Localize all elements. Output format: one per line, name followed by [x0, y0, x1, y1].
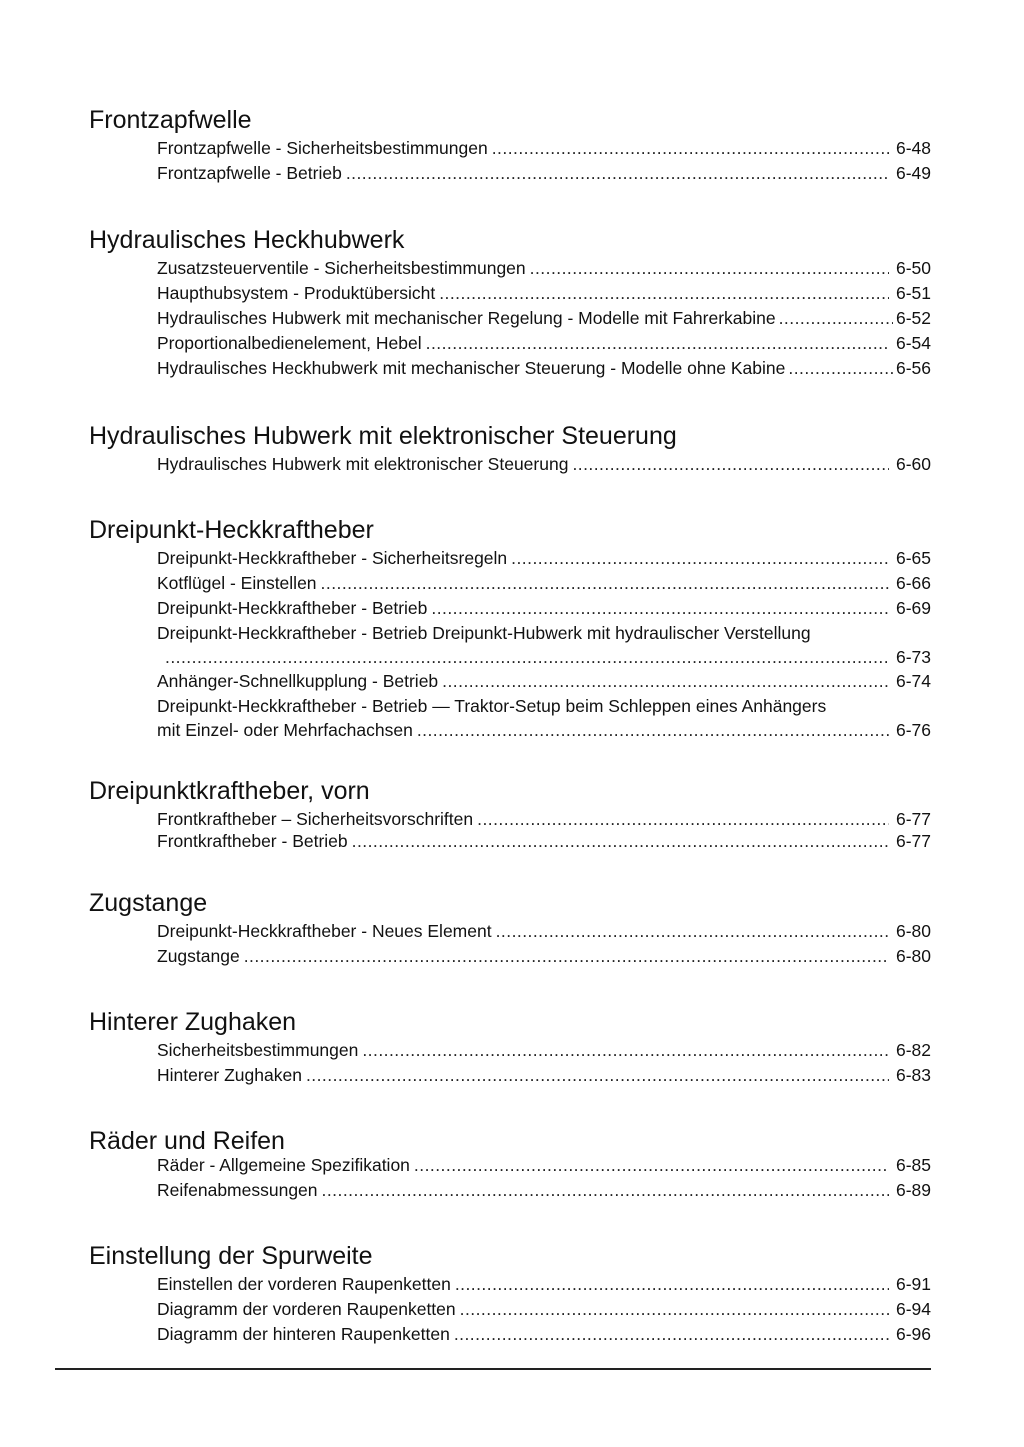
entry-page: 6-96 [895, 1324, 931, 1344]
entry-title: Frontzapfwelle - Betrieb [157, 163, 342, 183]
dot-leader [352, 829, 889, 853]
toc-entry[interactable] [157, 1297, 931, 1321]
toc-entry-multiline[interactable] [157, 621, 931, 669]
toc-entry[interactable] [157, 919, 931, 943]
dot-leader [455, 1272, 889, 1296]
entry-page: 6-77 [895, 831, 931, 851]
toc-entry[interactable] [157, 1038, 931, 1062]
entry-title: Frontzapfwelle - Sicherheitsbestimmungen [157, 138, 488, 158]
entry-title: Reifenabmessungen [157, 1180, 318, 1200]
entry-page: 6-51 [895, 283, 931, 303]
toc-section [89, 777, 931, 853]
section-heading: Dreipunkt-Heckkraftheber [89, 516, 374, 544]
toc-entry[interactable] [157, 807, 931, 831]
section-heading: Frontzapfwelle [89, 106, 252, 134]
entry-title: Dreipunkt-Heckkraftheber - Betrieb [157, 598, 428, 618]
entry-title: Hydraulisches Hubwerk mit mechanischer Regelung - Modelle mit Fahrerkabine [157, 308, 776, 328]
section-heading: Räder und Reifen [89, 1127, 285, 1155]
entry-title: Dreipunkt-Heckkraftheber - Sicherheitsregeln [157, 548, 508, 568]
entry-page: 6-85 [895, 1155, 931, 1175]
toc-entry[interactable] [157, 546, 931, 570]
entry-title: Frontkraftheber - Betrieb [157, 831, 348, 851]
dot-leader [431, 596, 889, 620]
toc-entry[interactable] [157, 669, 931, 693]
toc-entry[interactable] [157, 306, 931, 330]
toc-entry[interactable] [157, 1178, 931, 1202]
toc-entry[interactable] [157, 281, 931, 305]
footer-rule [55, 1368, 931, 1370]
entry-title: Hinterer Zughaken [157, 1065, 302, 1085]
section-heading: Dreipunktkraftheber, vorn [89, 777, 370, 805]
entry-page: 6-74 [895, 671, 931, 691]
dot-leader [788, 356, 893, 380]
toc-entry[interactable] [157, 1063, 931, 1087]
entry-page: 6-50 [895, 258, 931, 278]
section-heading: Hydraulisches Heckhubwerk [89, 226, 405, 254]
dot-leader [779, 306, 893, 330]
toc-entry[interactable] [157, 256, 931, 280]
entry-page: 6-83 [895, 1065, 931, 1085]
entry-title: Hydraulisches Hubwerk mit elektronischer Steuerung [157, 454, 569, 474]
entry-page: 6-52 [895, 308, 931, 328]
entry-title: Zusatzsteuerventile - Sicherheitsbestimmungen [157, 258, 526, 278]
dot-leader [244, 944, 889, 968]
toc-entry[interactable] [157, 452, 931, 476]
section-heading: Einstellung der Spurweite [89, 1242, 373, 1270]
entry-page: 6-54 [895, 333, 931, 353]
toc-entry[interactable] [157, 1272, 931, 1296]
entry-page: 6-65 [895, 548, 931, 568]
dot-leader [362, 1038, 889, 1062]
dot-leader [454, 1322, 889, 1346]
toc-section [89, 1242, 931, 1346]
entry-page: 6-91 [895, 1274, 931, 1294]
dot-leader [477, 807, 889, 831]
dot-leader [346, 161, 889, 185]
entry-title: Diagramm der hinteren Raupenketten [157, 1324, 450, 1344]
dot-leader [439, 281, 889, 305]
entry-page: 6-49 [895, 163, 931, 183]
toc-section [89, 1127, 931, 1202]
dot-leader [322, 1178, 889, 1202]
toc-entry-multiline[interactable] [157, 694, 931, 742]
section-heading: Zugstange [89, 889, 208, 917]
entry-page: 6-56 [895, 358, 931, 378]
dot-leader [572, 452, 889, 476]
entry-title: Hydraulisches Heckhubwerk mit mechanischer Steuerung - Modelle ohne Kabine [157, 358, 786, 378]
entry-page: 6-82 [895, 1040, 931, 1060]
dot-leader [306, 1063, 889, 1087]
toc-section [89, 889, 931, 968]
toc-entry[interactable] [157, 136, 931, 160]
entry-title: Dreipunkt-Heckkraftheber - Betrieb Dreipunkt-Hubwerk mit hydraulischer Verstellung [157, 623, 811, 643]
entry-page: 6-80 [895, 921, 931, 941]
dot-leader [321, 571, 889, 595]
dot-leader [492, 136, 889, 160]
toc-entry[interactable] [157, 944, 931, 968]
entry-title-cont: mit Einzel- oder Mehrfachachsen [157, 720, 413, 740]
entry-title: Dreipunkt-Heckkraftheber - Betrieb — Traktor-Setup beim Schleppen eines Anhängers [157, 696, 827, 716]
entry-page: 6-66 [895, 573, 931, 593]
entry-title: Einstellen der vorderen Raupenketten [157, 1274, 451, 1294]
dot-leader [511, 546, 889, 570]
entry-title: Dreipunkt-Heckkraftheber - Neues Element [157, 921, 492, 941]
entry-page: 6-73 [895, 647, 931, 667]
dot-leader [165, 645, 889, 669]
entry-title: Proportionalbedienelement, Hebel [157, 333, 422, 353]
toc-section [89, 226, 931, 380]
entry-page: 6-76 [895, 720, 931, 740]
toc-entry[interactable] [157, 356, 931, 380]
toc-section [89, 1008, 931, 1087]
entry-page: 6-48 [895, 138, 931, 158]
toc-entry[interactable] [157, 1322, 931, 1346]
toc-section [89, 516, 931, 742]
section-heading: Hydraulisches Hubwerk mit elektronischer Steuerung [89, 422, 677, 450]
entry-title: Diagramm der vorderen Raupenketten [157, 1299, 456, 1319]
entry-title: Räder - Allgemeine Spezifikation [157, 1155, 410, 1175]
toc-entry[interactable] [157, 331, 931, 355]
toc-section [89, 422, 931, 476]
toc-entry[interactable] [157, 571, 931, 595]
section-heading: Hinterer Zughaken [89, 1008, 297, 1036]
entry-title: Zugstange [157, 946, 240, 966]
toc-entry[interactable] [157, 161, 931, 185]
toc-section [89, 106, 931, 185]
entry-page: 6-69 [895, 598, 931, 618]
entry-page: 6-89 [895, 1180, 931, 1200]
entry-title: Haupthubsystem - Produktübersicht [157, 283, 436, 303]
entry-page: 6-94 [895, 1299, 931, 1319]
dot-leader [460, 1297, 889, 1321]
toc-entry[interactable] [157, 1153, 931, 1177]
dot-leader [530, 256, 889, 280]
dot-leader [417, 718, 889, 742]
entry-title: Kotflügel - Einstellen [157, 573, 317, 593]
dot-leader [496, 919, 889, 943]
entry-title: Anhänger-Schnellkupplung - Betrieb [157, 671, 439, 691]
entry-title: Frontkraftheber – Sicherheitsvorschriften [157, 809, 474, 829]
entry-page: 6-60 [895, 454, 931, 474]
dot-leader [414, 1153, 889, 1177]
dot-leader [442, 669, 889, 693]
dot-leader [426, 331, 889, 355]
toc-entry[interactable] [157, 829, 931, 853]
entry-page: 6-77 [895, 809, 931, 829]
toc-entry[interactable] [157, 596, 931, 620]
entry-title: Sicherheitsbestimmungen [157, 1040, 359, 1060]
entry-page: 6-80 [895, 946, 931, 966]
